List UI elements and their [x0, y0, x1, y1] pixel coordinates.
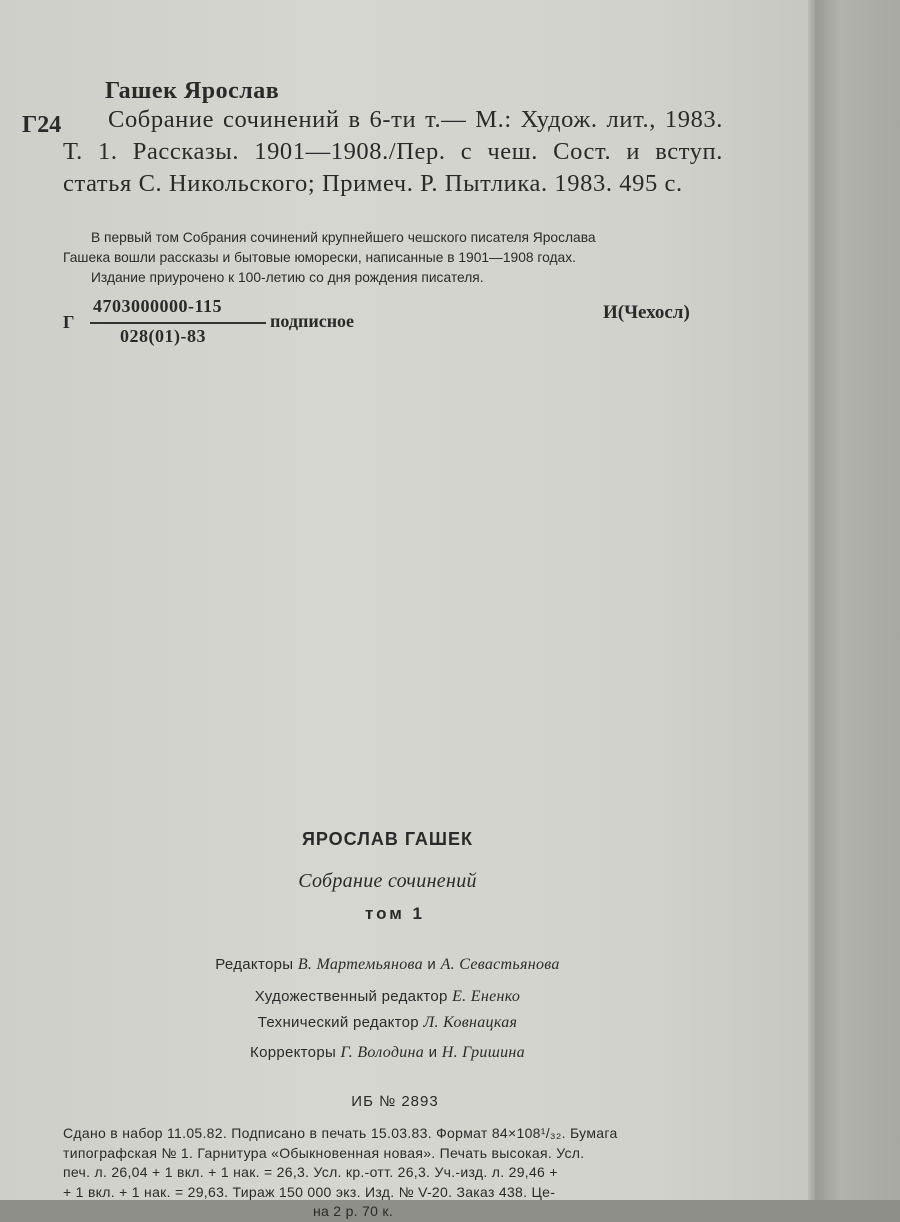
catalog-annotation [63, 228, 723, 288]
catalog-call-code: Г24 [22, 112, 62, 138]
tech-editor-name: Л. Ковнацкая [423, 1014, 518, 1031]
editors-label: Редакторы [215, 956, 294, 973]
book-author: ЯРОСЛАВ ГАШЕК [301, 829, 474, 849]
adjacent-pages-edge [815, 0, 900, 1200]
code-top: 4703000000-115 [93, 296, 223, 316]
catalog-author: Гашек Ярослав [105, 78, 280, 104]
art-editor-name: Е. Ененко [452, 988, 521, 1005]
subscription-label: подписное [270, 311, 355, 331]
annotation-line: Гашека вошли рассказы и бытовые юморески, написанные в 1901—1908 годах. [63, 250, 576, 265]
annotation-line: В первый том Собрания сочинений крупнейшего чешского писателя Ярослава [91, 230, 596, 245]
proofreader-name: Г. Володина [340, 1044, 425, 1061]
imprint-line: печ. л. 26,04 + 1 вкл. + 1 нак. = 26,3. Усл. кр.-отт. 26,3. Уч.-изд. л. 29,46 + [63, 1164, 558, 1180]
ib-number: ИБ № 2893 [351, 1093, 439, 1110]
editors-name-2: А. Севастьянова [440, 956, 560, 973]
proofreader-name-2: Н. Гришина [441, 1044, 525, 1061]
editors-name: В. Мартемьянова [297, 956, 423, 973]
page-edge-shadow [808, 0, 815, 1200]
volume-label: том 1 [364, 904, 425, 923]
fraction-line [90, 322, 266, 324]
annotation-line: Издание приурочено к 100-летию со дня рождения писателя. [91, 270, 484, 285]
proofreaders-label: Корректоры [250, 1044, 337, 1061]
tech-editor-line [0, 1014, 775, 1032]
art-editor-line [0, 988, 775, 1006]
classification: И(Чехосл) [603, 302, 690, 323]
editors-and: и [427, 956, 437, 973]
imprint-line: + 1 вкл. + 1 нак. = 29,63. Тираж 150 000 экз. Изд. № V-20. Заказ 438. Це- [63, 1183, 556, 1200]
book-title: Собрание сочинений [298, 870, 477, 892]
tech-editor-label: Технический редактор [257, 1014, 419, 1031]
editors-line [0, 956, 775, 974]
code-bottom: 028(01)-83 [120, 326, 206, 346]
proofreaders-line [0, 1044, 775, 1062]
imprint-line: Сдано в набор 11.05.82. Подписано в печать 15.03.83. Формат 84×108¹/₃₂. Бумага [63, 1125, 618, 1141]
imprint-line: на 2 р. 70 к. [313, 1203, 394, 1219]
proofreaders-and: и [428, 1044, 438, 1061]
imprint [63, 1124, 723, 1222]
class-letter: Г [63, 312, 75, 332]
art-editor-label: Художественный редактор [254, 988, 448, 1005]
catalog-description: Собрание сочинений в 6-ти т.— М.: Худож. лит., 1983. Т. 1. Рассказы. 1901—1908./Пер. с чеш. Сост. и вступ. статья С. Никольского; Примеч. Р. Пытлика. 1983. 495 с. [63, 106, 723, 197]
imprint-line: типографская № 1. Гарнитура «Обыкновенная новая». Печать высокая. Усл. [63, 1144, 585, 1161]
